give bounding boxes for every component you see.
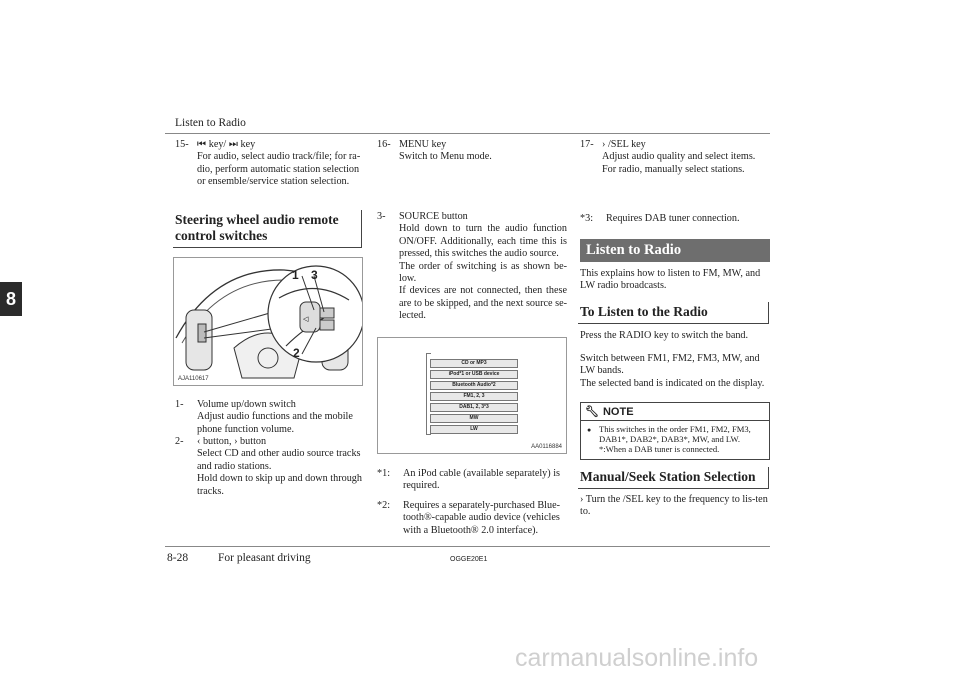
chevron-right-icon: ›	[234, 436, 238, 447]
callout-1: 1	[292, 268, 299, 282]
item-17-number: 17-	[580, 139, 594, 150]
section-band-title: Listen to Radio	[580, 239, 770, 262]
paragraph-bands	[580, 353, 770, 390]
source-box-fm: FM1, 2, 3	[430, 392, 518, 401]
manual-seek-heading: Manual/Seek Station Selection	[578, 467, 769, 489]
note-box	[580, 402, 770, 460]
watermark: carmanualsonline.info	[515, 644, 759, 672]
prev-track-icon: ⏮	[197, 139, 207, 150]
item-15	[175, 139, 363, 189]
figure-code: AA0116884	[531, 444, 562, 450]
item-17	[580, 139, 770, 176]
item-2	[175, 436, 363, 498]
note-title: NOTE	[602, 405, 634, 418]
item-2-number: 2-	[175, 436, 184, 447]
source-box-dab: DAB1, 2, 3*3	[430, 403, 518, 412]
paragraph-turn-dial	[580, 494, 770, 519]
source-box-bluetooth: Bluetooth Audio*2	[430, 381, 518, 390]
item-15-number: 15-	[175, 139, 189, 150]
item-16	[377, 139, 567, 164]
dial-icon: ›	[602, 139, 606, 150]
source-box-lw: LW	[430, 425, 518, 434]
paragraph-bands-b: The selected band is indicated on the display.	[580, 377, 765, 389]
chevron-left-icon: ‹	[197, 436, 201, 447]
source-box-ipod: iPod*1 or USB device	[430, 370, 518, 379]
item-1	[175, 399, 363, 436]
item-15-key-a: key/	[208, 139, 227, 150]
section-intro: This explains how to listen to FM, MW, and LW radio broadcasts.	[580, 268, 761, 292]
item-15-key-b: key	[240, 139, 256, 150]
item-3-description-2: The order of switching is as shown be-low.	[399, 260, 567, 285]
item-2-title-b: button	[240, 436, 267, 447]
chapter-tab: 8	[0, 282, 22, 316]
item-17-description: Adjust audio quality and select items. For radio, manually select stations.	[602, 151, 756, 175]
item-1-title: Volume up/down switch	[197, 399, 296, 410]
page-number: 8-28	[167, 552, 189, 564]
paragraph-dial-icon: ›	[580, 494, 584, 505]
section-name: For pleasant driving	[218, 552, 311, 564]
note-body	[581, 421, 769, 459]
footnote-3	[580, 213, 770, 225]
item-1-number: 1-	[175, 399, 184, 410]
steering-wheel-figure	[173, 257, 363, 386]
paragraph-turn-dial-text: Turn the /SEL key to the frequency to lis-ten to.	[580, 494, 768, 518]
source-box-cd: CD or MP3	[430, 359, 518, 368]
item-3-description-3: If devices are not connected, then these are to be skipped, and the next source se-lected.	[399, 285, 567, 322]
page-header-title: Listen to Radio	[175, 117, 246, 129]
item-3	[377, 211, 567, 323]
footnote-3-mark: *3:	[580, 213, 594, 224]
steering-wheel-illustration	[174, 258, 362, 385]
footnote-2-mark: *2:	[377, 500, 391, 511]
item-2-description-1: Select CD and other audio source tracks and radio stations.	[197, 448, 361, 472]
figure-code: AJA110617	[178, 376, 209, 382]
item-2-title-a: button,	[202, 436, 232, 447]
document-code: OGGE20E1	[450, 556, 488, 563]
callout-3: 3	[311, 268, 318, 282]
item-1-description: Adjust audio functions and the mobile phone function volume.	[197, 411, 353, 435]
item-3-number: 3-	[377, 211, 386, 222]
bullet-icon: ●	[587, 426, 592, 434]
wrench-icon: 🔧︎	[585, 406, 599, 418]
footnote-1-mark: *1:	[377, 468, 391, 479]
listen-radio-heading: To Listen to the Radio	[578, 302, 769, 324]
paragraph-switch-band: Press the RADIO key to switch the band.	[580, 330, 749, 341]
item-3-title: SOURCE button	[399, 211, 468, 222]
callout-2: 2	[293, 346, 300, 360]
header-rule	[165, 133, 770, 134]
footnote-2	[377, 500, 567, 537]
steering-switches-heading: Steering wheel audio remote control switches	[173, 210, 362, 248]
footer-rule	[165, 546, 770, 547]
footnote-1-text: An iPod cable (available separately) is required.	[403, 468, 560, 492]
note-subtext: *:When a DAB tuner is connected.	[599, 444, 720, 455]
footnote-1	[377, 468, 567, 493]
item-16-title: MENU key	[399, 139, 447, 150]
source-order-figure	[377, 337, 567, 454]
item-2-description-2: Hold down to skip up and down through tracks.	[197, 473, 362, 497]
item-17-title: /SEL key	[607, 139, 646, 150]
item-3-description-1: Hold down to turn the audio function ON/OFF. Additionally, each time this is pressed, this switches the audio source.	[399, 223, 567, 260]
svg-text:◁: ◁	[303, 316, 309, 323]
item-15-description: For audio, select audio track/file; for ra-dio, perform automatic station selection or ensemble/service station selection.	[197, 151, 361, 188]
source-box-mw: MW	[430, 414, 518, 423]
paragraph-bands-a: Switch between FM1, FM2, FM3, MW, and LW bands.	[580, 353, 760, 377]
note-text: This switches in the order FM1, FM2, FM3, DAB1*, DAB2*, DAB3*, MW, and LW.	[599, 424, 751, 445]
item-16-description: Switch to Menu mode.	[399, 151, 492, 163]
note-header	[581, 403, 769, 421]
footnote-2-text: Requires a separately-purchased Blue-tooth®-capable audio device (vehicles with a Bluetooth® 2.0 interface).	[403, 500, 560, 536]
next-track-icon: ⏭	[228, 139, 238, 150]
footnote-3-text: Requires DAB tuner connection.	[606, 213, 740, 224]
item-16-number: 16-	[377, 139, 391, 150]
